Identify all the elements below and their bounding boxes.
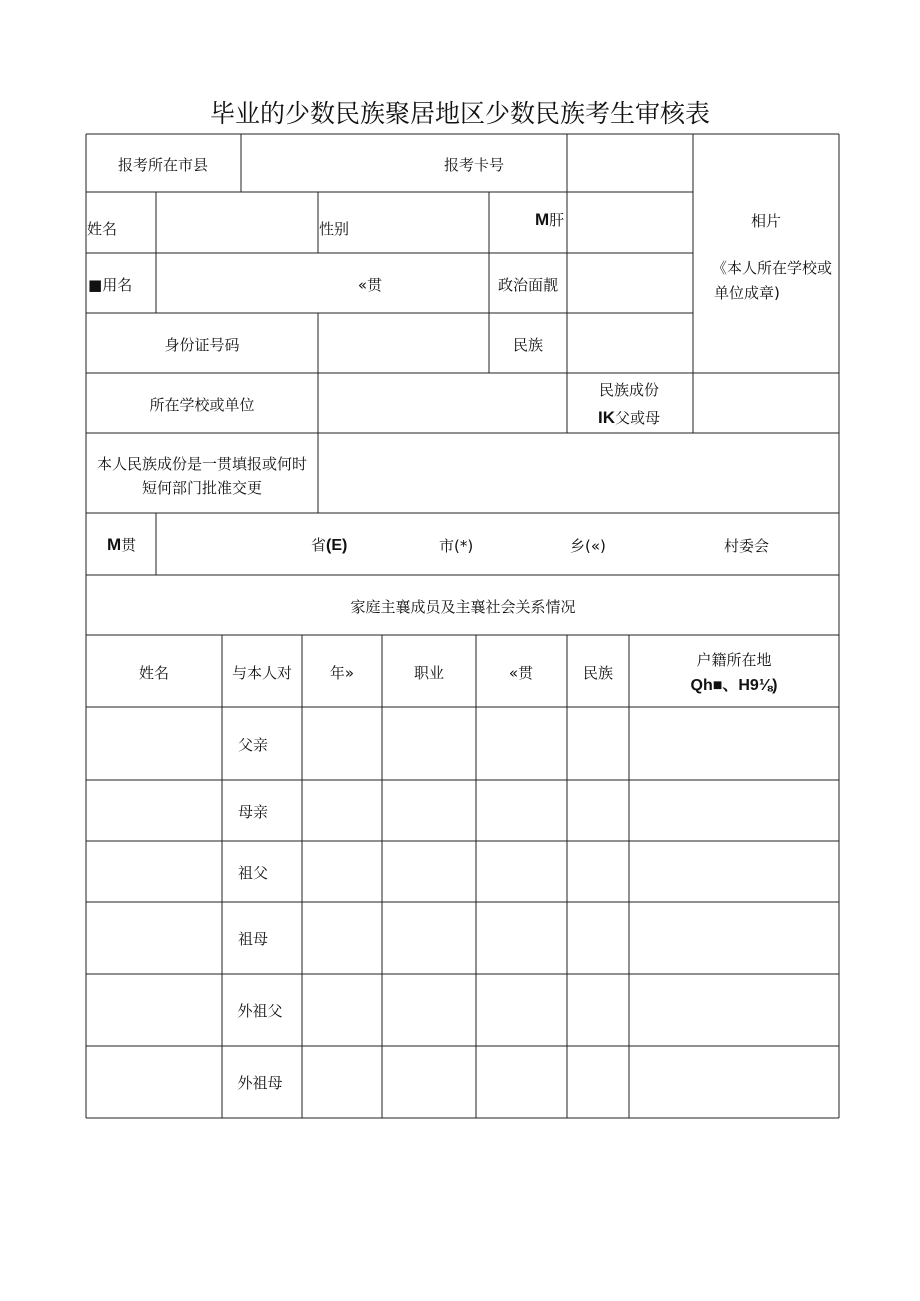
school-or-unit-label: 所在学校或单位 (149, 396, 255, 414)
name-field[interactable] (157, 193, 317, 252)
family-row-mother[interactable] (87, 781, 221, 840)
ethnicity-label: 民族 (512, 336, 544, 354)
photo-label: 相片 (750, 212, 782, 230)
family-relation-grandmother: 祖母 (237, 930, 269, 948)
ethnic-consistency-field[interactable] (319, 434, 838, 512)
hometown-label: M贯 (107, 535, 137, 554)
ethnic-status-label-line-2: IK父或母 (597, 408, 661, 427)
family-header-ethnicity: 民族 (582, 664, 614, 682)
political-status-label: 政治面靓 (497, 276, 559, 294)
photo-note-line-2: 单位成章) (714, 284, 780, 302)
village-field[interactable] (610, 515, 720, 573)
name-label: 姓名 (87, 220, 118, 238)
ethnic-consistency-label-line-2: 短何部门批准交更 (141, 479, 263, 497)
family-header-occupation: 职业 (413, 664, 445, 682)
family-row-grandfather[interactable] (87, 842, 221, 901)
village-committee-label: 村委会 (724, 537, 770, 555)
ethnic-status-label-line-1: 民族成份 (598, 381, 660, 399)
family-relation-father: 父亲 (237, 736, 269, 754)
page-title: 毕业的少数民族聚居地区少数民族考生审核表 (209, 99, 710, 128)
family-header-name: 姓名 (138, 664, 170, 682)
id-number-field[interactable] (319, 314, 488, 372)
native-place-field[interactable] (395, 254, 488, 312)
family-row-maternal-grandfather[interactable] (87, 975, 221, 1045)
id-number-label: 身份证号码 (164, 336, 240, 354)
exam-city-county-field[interactable] (242, 135, 442, 191)
exam-card-no-label: 报考卡号 (443, 156, 505, 174)
family-header-age: 年» (329, 664, 355, 682)
gender-label: 性别 (319, 220, 350, 238)
township-field[interactable] (478, 515, 566, 573)
family-header-household-line-1: 户籍所在地 (696, 651, 772, 669)
city-field[interactable] (356, 515, 436, 573)
former-name-field[interactable] (157, 254, 317, 312)
political-status-field[interactable] (568, 254, 692, 312)
gender-field[interactable] (360, 193, 488, 252)
province-field[interactable] (160, 515, 308, 573)
family-row-father[interactable] (87, 708, 221, 779)
ethnicity-field[interactable] (568, 314, 692, 372)
former-name-label: ■用名 (88, 276, 133, 294)
birth-label: M肝 (535, 210, 565, 229)
family-relation-mother: 母亲 (237, 803, 269, 821)
family-header-native-place: «贯 (508, 664, 534, 682)
family-section-title: 家庭主襄成员及主襄社会关系情况 (350, 598, 576, 616)
family-row-maternal-grandmother[interactable] (87, 1047, 221, 1117)
family-relation-maternal-grandfather: 外祖父 (237, 1002, 283, 1020)
family-relation-maternal-grandmother: 外祖母 (237, 1074, 283, 1092)
family-header-relation: 与本人对 (231, 664, 293, 682)
ethnic-consistency-label-line-1: 本人民族成份是一贯填报或何时 (96, 455, 308, 473)
exam-city-county-label: 报考所在市县 (117, 156, 209, 174)
township-label: 乡(«) (570, 537, 606, 555)
native-place-label: «贯 (357, 276, 383, 294)
birth-date-field[interactable] (568, 193, 692, 252)
province-label: 省(E) (311, 536, 348, 554)
exam-card-no-field[interactable] (568, 135, 692, 191)
photo-area (694, 135, 838, 372)
parent-ethnic-status-field[interactable] (694, 374, 838, 432)
family-header-household-line-2: Qh■、H9⅛) (690, 677, 778, 694)
family-relation-grandfather: 祖父 (237, 864, 269, 882)
family-row-grandmother[interactable] (87, 903, 221, 973)
city-label: 市(*) (439, 537, 474, 555)
photo-note-line-1: 《本人所在学校或 (712, 259, 833, 277)
school-or-unit-field[interactable] (319, 374, 566, 432)
